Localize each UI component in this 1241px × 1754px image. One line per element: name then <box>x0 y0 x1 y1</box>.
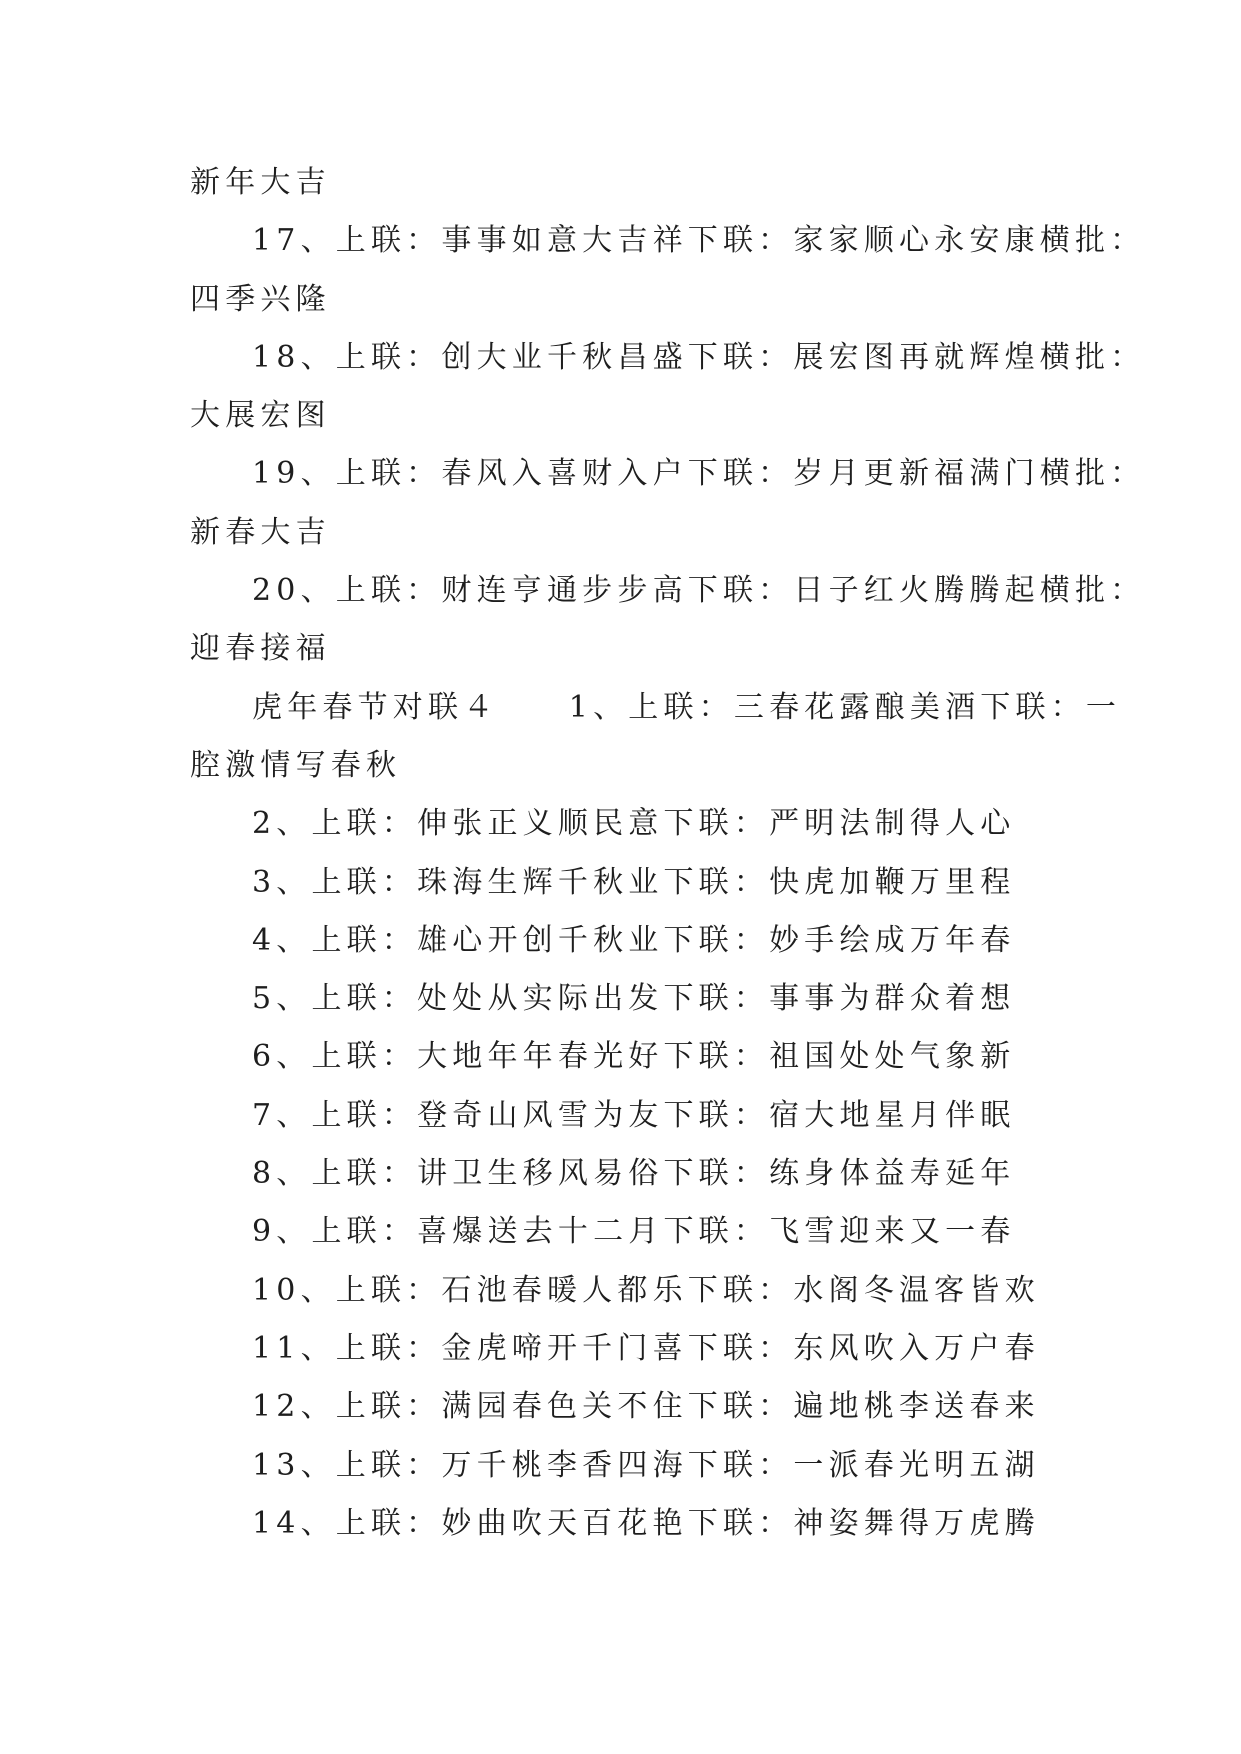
text-line: 大展宏图 <box>190 398 331 434</box>
text-line: 12、上联：满园春色关不住下联：遍地桃李送春来 <box>252 1389 1040 1425</box>
text-line: 腔激情写春秋 <box>190 747 402 783</box>
text-line: 3、上联：珠海生辉千秋业下联：快虎加鞭万里程 <box>252 864 1016 900</box>
text-line: 新春大吉 <box>190 514 331 550</box>
text-line: 13、上联：万千桃李香四海下联：一派春光明五湖 <box>252 1447 1040 1483</box>
text-line: 迎春接福 <box>190 631 331 667</box>
text-line: 5、上联：处处从实际出发下联：事事为群众着想 <box>252 981 1016 1017</box>
text-line: 6、上联：大地年年春光好下联：祖国处处气象新 <box>252 1039 1016 1075</box>
text-line: 四季兴隆 <box>190 281 331 317</box>
text-line: 19、上联：春风入喜财入户下联：岁月更新福满门横批： <box>252 456 1146 492</box>
text-line: 11、上联：金虎啼开千门喜下联：东风吹入万户春 <box>252 1330 1040 1366</box>
text-line: 17、上联：事事如意大吉祥下联：家家顺心永安康横批： <box>252 223 1146 259</box>
text-line: 4、上联：雄心开创千秋业下联：妙手绘成万年春 <box>252 922 1016 958</box>
text-line: 20、上联：财连亨通步步高下联：日子红火腾腾起横批： <box>252 573 1146 609</box>
text-line: 新年大吉 <box>190 165 331 200</box>
text-line: 14、上联：妙曲吹天百花艳下联：神姿舞得万虎腾 <box>252 1505 1040 1541</box>
text-line: 8、上联：讲卫生移风易俗下联：练身体益寿延年 <box>252 1156 1016 1192</box>
document-body <box>190 154 1146 1553</box>
section-heading-line: 虎年春节对联４ 1、上联：三春花露酿美酒下联：一 <box>252 689 1122 725</box>
text-line: 18、上联：创大业千秋昌盛下联：展宏图再就辉煌横批： <box>252 339 1146 375</box>
text-line: 10、上联：石池春暖人都乐下联：水阁冬温客皆欢 <box>252 1272 1040 1308</box>
text-line: 9、上联：喜爆送去十二月下联：飞雪迎来又一春 <box>252 1214 1016 1250</box>
text-line: 2、上联：伸张正义顺民意下联：严明法制得人心 <box>252 806 1016 842</box>
text-line: 7、上联：登奇山风雪为友下联：宿大地星月伴眠 <box>252 1097 1016 1133</box>
